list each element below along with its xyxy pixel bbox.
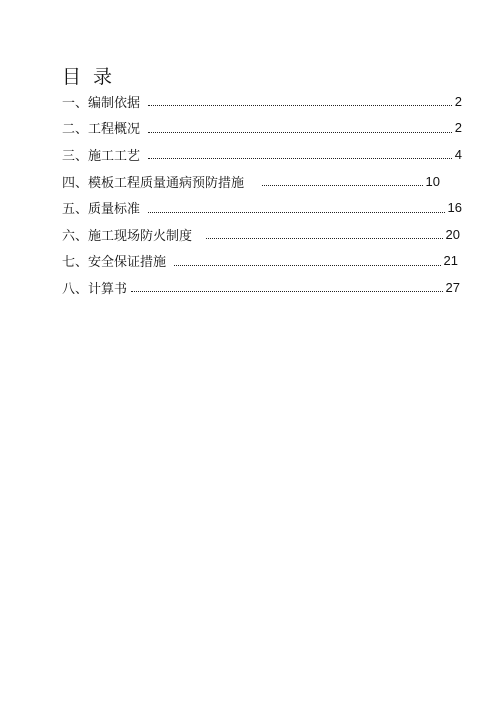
toc-entry-label: 一、编制依据 — [62, 95, 141, 111]
toc-entry[interactable] — [62, 115, 462, 142]
toc-entry[interactable] — [62, 194, 462, 221]
dot-leader — [131, 278, 443, 292]
toc-entry-label: 八、计算书 — [62, 281, 128, 297]
table-of-contents — [62, 88, 462, 301]
toc-entry-page: 16 — [447, 200, 462, 216]
toc-entry[interactable] — [62, 248, 462, 275]
toc-entry[interactable] — [62, 141, 462, 168]
toc-entry-page: 2 — [454, 120, 462, 136]
dot-leader — [148, 119, 452, 133]
toc-entry[interactable] — [62, 168, 462, 195]
toc-entry-label: 七、安全保证措施 — [62, 255, 167, 271]
dot-leader — [148, 199, 445, 213]
toc-entry-label: 六、施工现场防火制度 — [62, 228, 193, 244]
toc-entry-page: 20 — [445, 226, 460, 242]
toc-entry-label: 三、施工工艺 — [62, 148, 141, 164]
toc-entry-label: 二、工程概况 — [62, 122, 141, 138]
toc-entry-page: 4 — [454, 146, 462, 162]
dot-leader — [262, 172, 423, 186]
toc-title: 目 录 — [62, 66, 116, 88]
toc-entry[interactable] — [62, 274, 462, 301]
dot-leader — [206, 225, 443, 239]
toc-entry-page: 21 — [443, 253, 458, 269]
toc-entry-page: 10 — [425, 173, 440, 189]
toc-entry[interactable] — [62, 88, 462, 115]
toc-entry-label: 五、质量标准 — [62, 202, 141, 218]
toc-entry[interactable] — [62, 221, 462, 248]
toc-entry-page: 2 — [454, 93, 462, 109]
toc-entry-label: 四、模板工程质量通病预防措施 — [62, 175, 245, 191]
toc-entry-page: 27 — [445, 279, 460, 295]
dot-leader — [174, 252, 441, 266]
dot-leader — [148, 145, 452, 159]
dot-leader — [148, 92, 452, 106]
